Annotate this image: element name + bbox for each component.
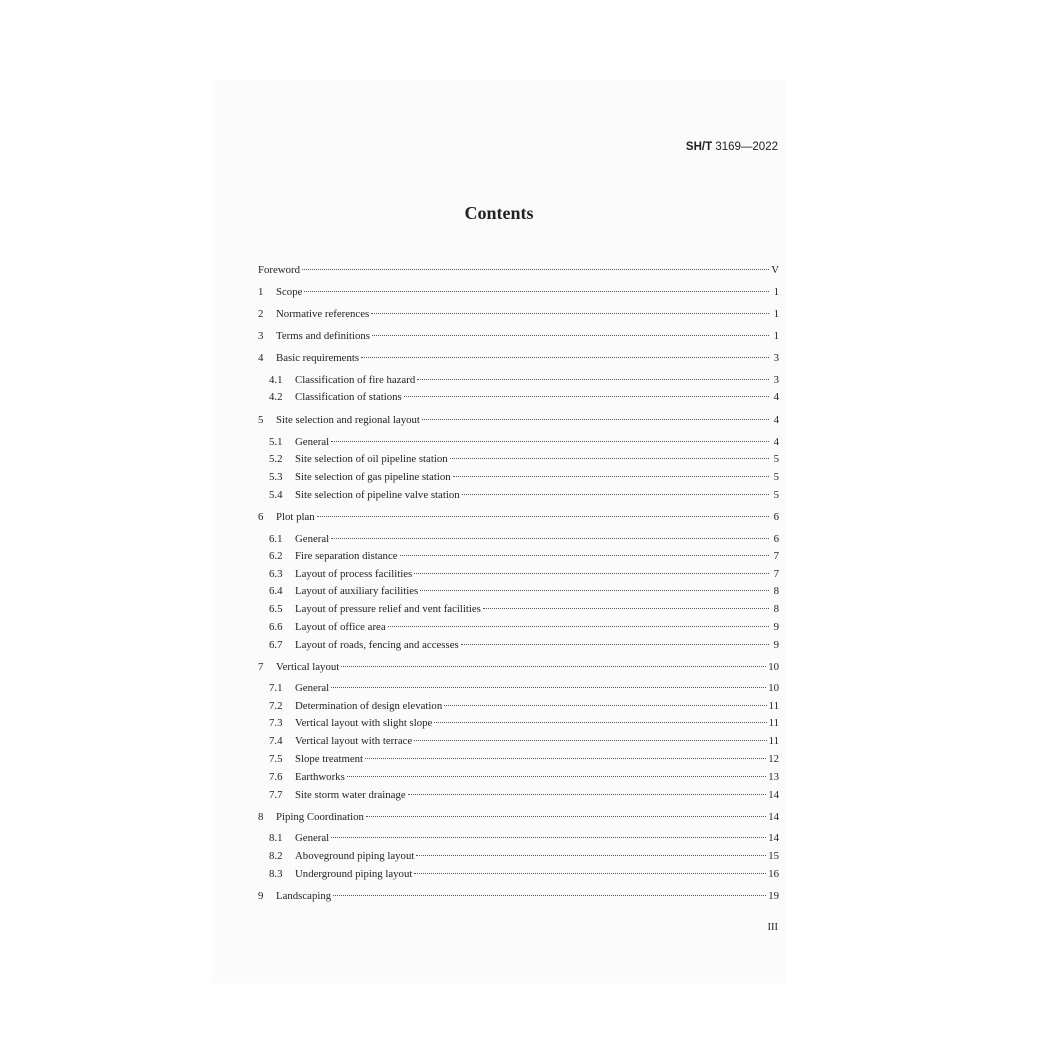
toc-leader-dots xyxy=(450,458,769,459)
toc-entry-number: 7.3 xyxy=(269,717,283,729)
toc-leader-dots xyxy=(483,608,769,609)
toc-entry-page: 7 xyxy=(773,550,779,562)
toc-entry[interactable] xyxy=(269,866,779,882)
toc-entry-label: Plot plan xyxy=(276,511,315,523)
toc-entry[interactable] xyxy=(269,389,779,405)
toc-entry-page: 5 xyxy=(773,453,779,465)
toc-entry-label: Vertical layout xyxy=(276,661,340,673)
toc-leader-dots xyxy=(331,687,766,688)
toc-entry-label: Underground piping layout xyxy=(295,868,413,880)
toc-entry[interactable] xyxy=(269,715,779,731)
toc-entry[interactable] xyxy=(269,583,779,599)
toc-entry-page: 16 xyxy=(768,868,779,880)
toc-leader-dots xyxy=(365,758,766,759)
toc-entry[interactable] xyxy=(269,601,779,617)
toc-entry-number: 5 xyxy=(258,414,264,426)
toc-entry[interactable] xyxy=(258,659,779,675)
toc-leader-dots xyxy=(462,494,769,495)
toc-leader-dots xyxy=(414,573,769,574)
toc-entry-page: 3 xyxy=(773,374,779,386)
toc-entry-label: General xyxy=(295,533,330,545)
toc-entry[interactable] xyxy=(269,469,779,485)
toc-entry[interactable] xyxy=(258,509,779,525)
toc-entry-number: 4 xyxy=(258,352,264,364)
toc-entry-label: General xyxy=(295,436,330,448)
toc-entry-label: Site selection of oil pipeline station xyxy=(295,453,448,465)
toc-entry-label: Classification of stations xyxy=(295,391,402,403)
toc-leader-dots xyxy=(420,590,769,591)
toc-entry-number: 4.2 xyxy=(269,391,283,403)
toc-entry-page: 5 xyxy=(773,471,779,483)
toc-leader-dots xyxy=(361,357,769,358)
toc-entry-number: 6.2 xyxy=(269,550,283,562)
toc-entry-page: 4 xyxy=(773,414,779,426)
toc-entry[interactable] xyxy=(269,830,779,846)
toc-leader-dots xyxy=(347,776,766,777)
toc-leader-dots xyxy=(388,626,769,627)
toc-leader-dots xyxy=(400,555,769,556)
toc-entry-label: Determination of design elevation xyxy=(295,700,443,712)
toc-entry-label: Normative references xyxy=(276,308,370,320)
toc-entry-page: 5 xyxy=(773,489,779,501)
toc-entry-page: 1 xyxy=(773,286,779,298)
toc-entry-label: Terms and definitions xyxy=(276,330,370,342)
toc-entry-number: 3 xyxy=(258,330,264,342)
toc-entry-page: 11 xyxy=(768,700,779,712)
toc-entry-label: Layout of auxiliary facilities xyxy=(295,585,419,597)
toc-leader-dots xyxy=(414,740,766,741)
toc-entry[interactable] xyxy=(258,888,779,904)
toc-entry[interactable] xyxy=(269,548,779,564)
toc-entry[interactable] xyxy=(258,262,779,278)
toc-entry-page: 14 xyxy=(768,811,779,823)
toc-entry-number: 8.2 xyxy=(269,850,283,862)
toc-entry-page: 1 xyxy=(773,330,779,342)
toc-entry-label: Vertical layout with terrace xyxy=(295,735,413,747)
toc-entry-page: 14 xyxy=(768,832,779,844)
toc-entry[interactable] xyxy=(258,306,779,322)
toc-entry[interactable] xyxy=(269,372,779,388)
toc-entry-number: 7.5 xyxy=(269,753,283,765)
toc-entry-label: General xyxy=(295,832,330,844)
toc-entry[interactable] xyxy=(258,809,779,825)
toc-leader-dots xyxy=(444,705,766,706)
toc-entry-label: Scope xyxy=(276,286,303,298)
toc-entry-number: 4.1 xyxy=(269,374,283,386)
page-title: Contents xyxy=(464,203,534,223)
toc-entry-number: 6.3 xyxy=(269,568,283,580)
toc-leader-dots xyxy=(417,379,769,380)
toc-leader-dots xyxy=(414,873,766,874)
toc-entry-page: 11 xyxy=(768,717,779,729)
toc-entry-number: 8.3 xyxy=(269,868,283,880)
toc-leader-dots xyxy=(331,538,769,539)
toc-entry-number: 5.1 xyxy=(269,436,283,448)
toc-entry-label: Layout of pressure relief and vent facilities xyxy=(295,603,481,615)
toc-entry-page: 10 xyxy=(768,682,779,694)
toc-entry[interactable] xyxy=(269,637,779,653)
toc-entry-page: 1 xyxy=(773,308,779,320)
toc-entry-page: 4 xyxy=(773,391,779,403)
toc-entry-page: 4 xyxy=(773,436,779,448)
toc-leader-dots xyxy=(434,722,766,723)
toc-entry-number: 8 xyxy=(258,811,264,823)
toc-entry-label: Layout of office area xyxy=(295,621,386,633)
toc-entry[interactable] xyxy=(269,698,779,714)
toc-leader-dots xyxy=(341,666,766,667)
toc-entry-label: General xyxy=(295,682,330,694)
toc-entry-page: 11 xyxy=(768,735,779,747)
toc-leader-dots xyxy=(331,837,766,838)
toc-entry-label: Earthworks xyxy=(295,771,345,783)
toc-entry[interactable] xyxy=(258,350,779,366)
toc-entry[interactable] xyxy=(269,769,779,785)
toc-entry-number: 6.7 xyxy=(269,639,283,651)
toc-entry-page: 6 xyxy=(773,533,779,545)
toc-entry-page: 14 xyxy=(768,789,779,801)
toc-entry-label: Site selection of gas pipeline station xyxy=(295,471,451,483)
toc-entry-number: 6.4 xyxy=(269,585,283,597)
toc-entry-number: 7.1 xyxy=(269,682,283,694)
toc-leader-dots xyxy=(302,269,769,270)
toc-leader-dots xyxy=(408,794,767,795)
toc-entry[interactable] xyxy=(269,434,779,450)
toc-entry-page: 13 xyxy=(768,771,779,783)
toc-entry-number: 8.1 xyxy=(269,832,283,844)
toc-entry-label: Layout of roads, fencing and accesses xyxy=(295,639,459,651)
toc-entry-label: Aboveground piping layout xyxy=(295,850,415,862)
toc-leader-dots xyxy=(366,816,766,817)
toc-entry[interactable] xyxy=(269,566,779,582)
toc-entry-label: Site selection and regional layout xyxy=(276,414,420,426)
document-page xyxy=(212,80,786,983)
toc-leader-dots xyxy=(461,644,769,645)
page-number: III xyxy=(767,922,778,933)
toc-entry-label: Basic requirements xyxy=(276,352,360,364)
toc-entry-number: 7.4 xyxy=(269,735,283,747)
toc-entry-label: Layout of process facilities xyxy=(295,568,413,580)
toc-leader-dots xyxy=(416,855,766,856)
toc-entry[interactable] xyxy=(269,531,779,547)
toc-entry[interactable] xyxy=(269,787,779,803)
toc-entry-label: Vertical layout with slight slope xyxy=(295,717,433,729)
toc-entry[interactable] xyxy=(258,284,779,300)
toc-leader-dots xyxy=(422,419,769,420)
toc-entry-page: 9 xyxy=(773,639,779,651)
toc-entry-label: Piping Coordination xyxy=(276,811,364,823)
toc-entry-number: 9 xyxy=(258,890,264,902)
toc-entry-page: 7 xyxy=(773,568,779,580)
toc-entry-page: 12 xyxy=(768,753,779,765)
toc-entry-number: 1 xyxy=(258,286,264,298)
toc-entry-label: Foreword xyxy=(258,264,300,276)
toc-entry-page: 6 xyxy=(773,511,779,523)
toc-entry-number: 6.5 xyxy=(269,603,283,615)
toc-entry-number: 7 xyxy=(258,661,264,673)
toc-entry[interactable] xyxy=(258,328,779,344)
toc-entry-number: 7.2 xyxy=(269,700,283,712)
toc-entry-label: Slope treatment xyxy=(295,753,364,765)
standard-code: SH/T 3169—2022 xyxy=(685,141,778,153)
toc-entry-page: 15 xyxy=(768,850,779,862)
toc-entry-page: 19 xyxy=(768,890,779,902)
toc-entry-label: Site storm water drainage xyxy=(295,789,406,801)
toc-entry-number: 7.6 xyxy=(269,771,283,783)
toc-entry[interactable] xyxy=(269,848,779,864)
toc-entry[interactable] xyxy=(269,619,779,635)
toc-entry-label: Landscaping xyxy=(276,890,332,902)
toc-entry-page: 8 xyxy=(773,585,779,597)
toc-leader-dots xyxy=(317,516,769,517)
toc-entry-number: 2 xyxy=(258,308,264,320)
toc-entry-number: 6.1 xyxy=(269,533,283,545)
toc-entry-number: 5.2 xyxy=(269,453,283,465)
toc-entry-page: V xyxy=(771,264,779,276)
toc-entry-page: 8 xyxy=(773,603,779,615)
toc-entry-label: Fire separation distance xyxy=(295,550,398,562)
toc-entry[interactable] xyxy=(269,733,779,749)
toc-entry-number: 5.3 xyxy=(269,471,283,483)
toc-leader-dots xyxy=(453,476,769,477)
toc-entry[interactable] xyxy=(258,412,779,428)
toc-entry-number: 7.7 xyxy=(269,789,283,801)
toc-leader-dots xyxy=(304,291,769,292)
toc-entry-number: 6 xyxy=(258,511,264,523)
toc-entry-number: 6.6 xyxy=(269,621,283,633)
toc-entry-label: Site selection of pipeline valve station xyxy=(295,489,460,501)
toc-entry-page: 3 xyxy=(773,352,779,364)
toc-entry[interactable] xyxy=(269,751,779,767)
toc-leader-dots xyxy=(331,441,769,442)
toc-entry-number: 5.4 xyxy=(269,489,283,501)
toc-entry-label: Classification of fire hazard xyxy=(295,374,416,386)
toc-entry[interactable] xyxy=(269,487,779,503)
toc-leader-dots xyxy=(372,335,769,336)
toc-entry[interactable] xyxy=(269,680,779,696)
toc-entry-page: 10 xyxy=(768,661,779,673)
toc-entry-page: 9 xyxy=(773,621,779,633)
toc-entry[interactable] xyxy=(269,451,779,467)
toc-leader-dots xyxy=(333,895,766,896)
toc-leader-dots xyxy=(404,396,769,397)
toc-leader-dots xyxy=(371,313,769,314)
